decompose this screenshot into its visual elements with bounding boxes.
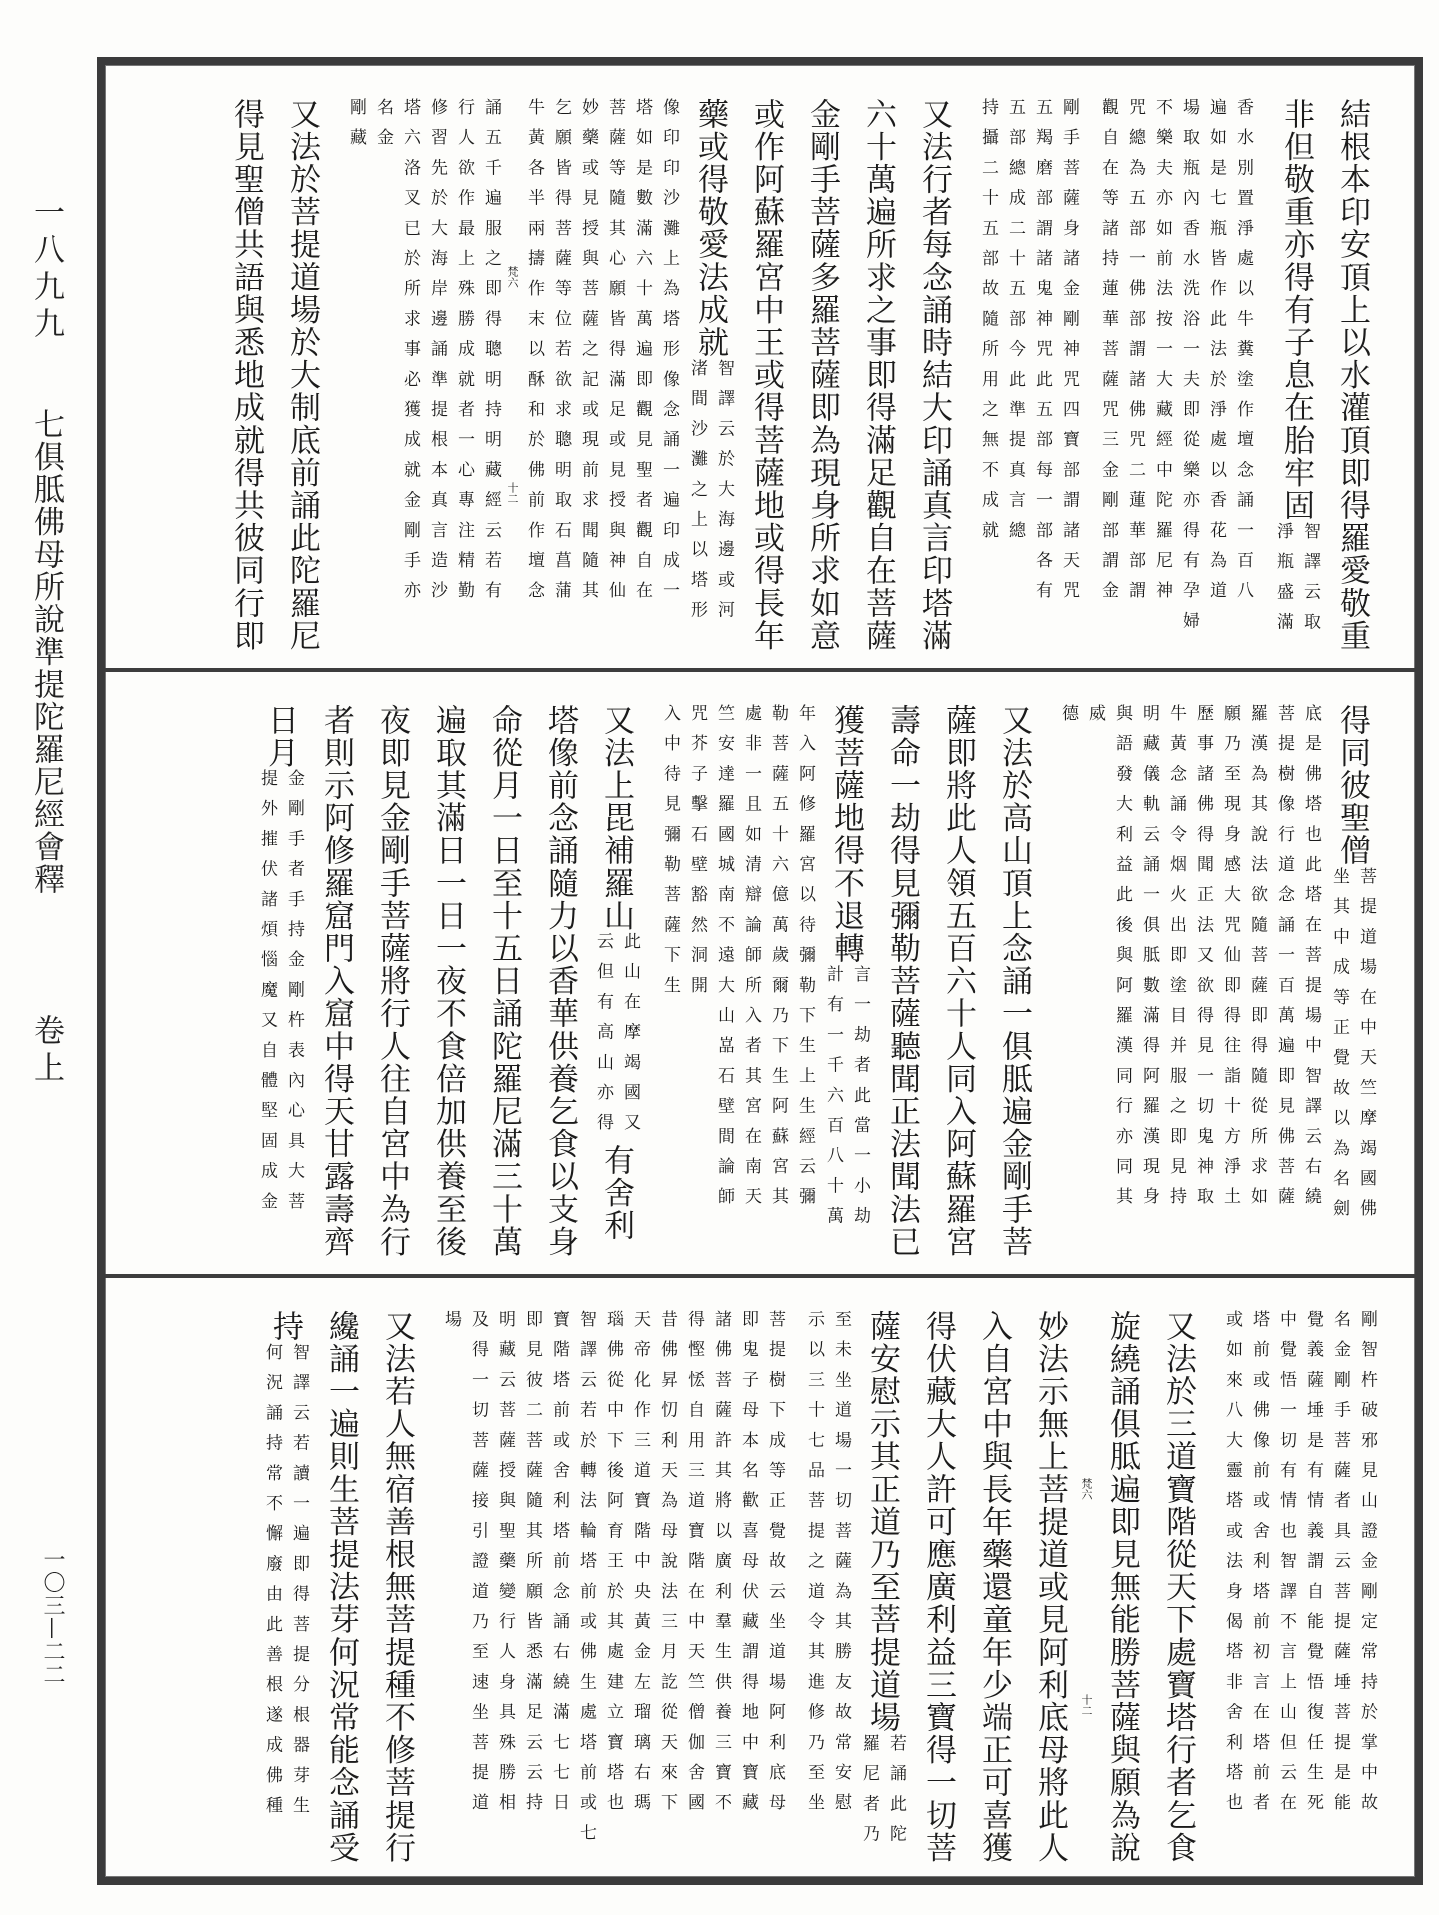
margin-sutra-title: 七俱胝佛母所說準提陀羅尼經會釋: [28, 408, 64, 896]
annotation-text: 剛手菩薩身諸金剛神咒四寶部謂諸天咒: [1059, 98, 1079, 612]
annotation-column: [655, 98, 682, 611]
annotation-text: 誦五千遍服之即得聰明持明藏經云若有: [481, 98, 501, 612]
annotation-column: [656, 704, 683, 1006]
main-text: 又法於高山頂上念誦一俱胝遍金剛手菩: [996, 704, 1032, 1259]
annotation-text: 剛藏: [346, 98, 366, 159]
annotation-column: [1189, 704, 1216, 1217]
interlinear-note: [1324, 867, 1380, 1229]
annotation-text: 諸佛菩薩許其將以廣利羣生供養三寶不: [711, 1310, 731, 1824]
annotation-text: 塔如是數滿六十萬遍即觀見聖者觀自在: [632, 98, 652, 612]
text-panel-bottom: [118, 1278, 1380, 1876]
text-column: [930, 704, 986, 1258]
annotation-column: [437, 1310, 464, 1340]
text-column: [588, 704, 644, 1241]
annotation-column: [1055, 98, 1082, 611]
annotation-text: 處非一且如清辯論師所入者其宮在南天: [741, 704, 761, 1218]
annotation-text: 五羯磨部謂諸鬼神咒此五部每一部各有: [1032, 98, 1052, 612]
main-text: 持: [267, 1310, 303, 1343]
text-panel-top: [118, 66, 1380, 668]
annotation-text: 不樂夫亦如前法按一大藏經中陀羅尼神: [1152, 98, 1172, 612]
main-text: 又法於三道寶階從天下處寶塔行者乞食: [1160, 1310, 1196, 1865]
main-text: 有舍利: [598, 1143, 634, 1242]
text-column: [1094, 1310, 1150, 1864]
annotation-column: [653, 1310, 680, 1823]
section-marker: 梵六: [1080, 1478, 1093, 1500]
annotation-text: 勒菩薩五十六億萬歲爾乃下生阿蘇宮其: [768, 704, 788, 1218]
main-text: 六十萬遍所求之事即得滿足觀自在菩薩: [860, 98, 896, 653]
annotation-text: 菩薩等隨其心願皆得滿足或見授與神仙: [605, 98, 625, 612]
note-text: 何況誦持常不懈廢由此善根遂成佛種: [262, 1342, 282, 1826]
text-column: [420, 704, 476, 1258]
annotation-text: 明藏云菩薩授與聖藥變行人身具殊勝相: [495, 1310, 515, 1824]
annotation-column: [1229, 98, 1256, 611]
annotation-text: 牛黃念誦令烟火出即塗目并服之即見持: [1166, 704, 1186, 1218]
main-text: 旋繞誦俱胝遍即見無能勝菩薩與願為說: [1104, 1310, 1140, 1865]
annotation-column: [1162, 704, 1189, 1217]
text-column: [874, 704, 930, 1258]
interlinear-note: [682, 359, 738, 631]
annotation-column: [1094, 98, 1121, 611]
annotation-column: [547, 98, 574, 611]
text-column: [1150, 1310, 1206, 1864]
column-strip: [218, 98, 1380, 652]
annotation-column: [1135, 704, 1162, 1217]
interlinear-note: [1268, 522, 1324, 643]
note-text: 智譯云若讀一遍即得菩提分根器芽生: [289, 1342, 309, 1826]
annotation-text: 德: [1058, 704, 1078, 735]
main-text: 纔誦一遍則生菩提法芽何況常能念誦受: [323, 1310, 359, 1865]
annotation-column: [707, 1310, 734, 1823]
note-text: 坐其中成等正覺故以為名劍: [1329, 867, 1349, 1230]
annotation-text: 名金: [373, 98, 393, 159]
note-text: 提外摧伏諸煩惱魔又自體堅固成金: [257, 769, 277, 1223]
main-text: 得同彼聖僧: [1334, 704, 1370, 867]
annotation-text: 明藏儀軌云誦一俱胝數滿得阿羅漢現身: [1139, 704, 1159, 1218]
text-column: [854, 1310, 910, 1855]
annotation-column: [1353, 1310, 1380, 1823]
annotation-text: 與語發大利益此後與阿羅漢同行亦同其: [1112, 704, 1132, 1218]
annotation-column: [342, 98, 369, 158]
main-text: 薩即將此人領五百六十人同入阿蘇羅宮: [940, 704, 976, 1259]
note-text: 計有一千六百八十萬: [823, 964, 843, 1237]
note-text: 淨瓶盛滿: [1273, 521, 1293, 643]
annotation-column: [791, 704, 818, 1217]
note-text: 羅尼者乃: [859, 1733, 879, 1855]
annotation-text: 昔佛昇忉利天為母說法三月訖從天來下: [657, 1310, 677, 1824]
main-text: 藥或得敬愛法成就: [692, 98, 728, 359]
main-text: 得見聖僧共語與悉地成就得共彼同行即: [228, 98, 264, 653]
annotation-text: 瑙佛從中下後阿育王於其處建立寶塔也: [603, 1310, 623, 1824]
annotation-column: [734, 1310, 761, 1823]
text-column: [313, 1310, 369, 1864]
text-column: [218, 98, 274, 652]
annotation-column: [574, 98, 601, 611]
annotation-text: 香水別置淨處以牛糞塗作壇念誦一百八: [1233, 98, 1253, 612]
main-text: 獲菩薩地得不退轉: [828, 704, 864, 965]
annotation-text: 觀自在等諸持蓮華菩薩咒三金剛部謂金: [1098, 98, 1118, 612]
text-column: [274, 98, 330, 652]
annotation-text: 或如來八大靈塔或法身偈塔非舍利塔也: [1222, 1310, 1242, 1824]
annotation-column: [477, 98, 504, 611]
annotation-text: 塔六洛叉已於所求事必獲成就金剛手亦: [400, 98, 420, 612]
text-column: [1324, 98, 1380, 652]
text-column: [794, 98, 850, 652]
annotation-text: 威: [1085, 704, 1105, 735]
annotation-column: [1326, 1310, 1353, 1823]
annotation-text: 遍如是七瓶皆作此法於淨處以香花為道: [1206, 98, 1226, 612]
note-text: 言一劫者此當一小劫: [850, 964, 870, 1237]
section-marker: 梵六: [506, 266, 519, 288]
text-column: [364, 704, 420, 1258]
annotation-column: [1299, 1310, 1326, 1823]
note-text: 此山在摩竭國又: [620, 932, 640, 1144]
annotation-text: 竺安達羅國城南不遠大山嵓石壁間論師: [714, 704, 734, 1218]
annotation-column: [1243, 704, 1270, 1217]
annotation-text: 智譯云若於轉法輪塔前或佛生處塔前或七: [576, 1310, 596, 1854]
annotation-column: [680, 1310, 707, 1823]
annotation-column: [626, 1310, 653, 1823]
annotation-column: [1028, 98, 1055, 611]
annotation-column: [396, 98, 423, 611]
annotation-column: [628, 98, 655, 611]
annotation-column: [737, 704, 764, 1217]
annotation-text: 歷事諸佛得聞正法又欲得見一切鬼神取: [1193, 704, 1213, 1218]
main-text: 又法於菩提道場於大制底前誦此陀羅尼: [284, 98, 320, 653]
annotation-column: [1148, 98, 1175, 611]
annotation-text: 塔前或佛像前或舍利塔前初言在塔前者: [1249, 1310, 1269, 1824]
annotation-text: 修習先於大海岸邊誦準提根本真言造沙: [427, 98, 447, 612]
annotation-column: [710, 704, 737, 1217]
main-text: 入自宮中與長年藥還童年少端正可喜獲: [976, 1310, 1012, 1865]
annotation-text: 中覺悟一切有情也智譯不言上山但云在: [1276, 1310, 1296, 1824]
main-text: 塔像前念誦隨力以香華供養乞食以支身: [542, 704, 578, 1259]
text-column: [818, 704, 874, 1237]
annotation-column: [1216, 704, 1243, 1217]
text-column: [369, 1310, 425, 1864]
main-text: 又法若人無宿善根無菩提種不修菩提行: [379, 1310, 415, 1865]
note-text: 若誦此陀: [886, 1733, 906, 1855]
annotation-text: 即鬼子母本名歡喜母伏藏謂得地中寶藏: [738, 1310, 758, 1824]
marker-column: [504, 98, 520, 638]
annotation-column: [974, 98, 1001, 551]
main-text: 壽命一劫得見彌勒菩薩聽聞正法聞法已: [884, 704, 920, 1259]
annotation-column: [1001, 98, 1028, 551]
annotation-text: 覺義薩埵是有情義謂自能覺悟復任生死: [1303, 1310, 1323, 1824]
annotation-text: 及得一切菩薩接引證道乃至速坐菩提道: [468, 1310, 488, 1824]
text-column: [476, 704, 532, 1258]
annotation-text: 菩提樹下成等正覺故云坐道場阿利底母: [765, 1310, 785, 1824]
main-text: 又法行者每念誦時結大印誦真言印塔滿: [916, 98, 952, 653]
annotation-column: [545, 1310, 572, 1823]
annotation-column: [1054, 704, 1081, 734]
annotation-text: 得慳恡自用三道寶階在中天竺僧伽舍國: [684, 1310, 704, 1824]
annotation-text: 牛黃各半兩擣作末以酥和於佛前作壇念: [524, 98, 544, 612]
text-column: [1022, 1310, 1078, 1864]
note-text: 菩提道場在中天竺摩竭國佛: [1356, 867, 1376, 1230]
text-column: [986, 704, 1042, 1258]
text-column: [1268, 98, 1324, 643]
margin-page-number: 一〇三—二二: [40, 1548, 65, 1686]
main-text: 者則示阿修羅窟門入窟中得天甘露壽齊: [318, 704, 354, 1259]
main-text: 或作阿蘇羅宮中王或得菩薩地或得長年: [748, 98, 784, 653]
margin-volume-number: 一八九九: [28, 196, 64, 344]
main-text: 命從月一日至十五日誦陀羅尼滿三十萬: [486, 704, 522, 1259]
annotation-column: [491, 1310, 518, 1823]
note-text: 金剛手者手持金剛杵表內心具大菩: [284, 769, 304, 1223]
interlinear-note: [252, 769, 308, 1222]
interlinear-note: [854, 1734, 910, 1855]
interlinear-note: [588, 932, 644, 1143]
note-text: 渚間沙灘之上以塔形: [687, 358, 707, 631]
annotation-text: 咒總為五部一佛部謂諸佛咒二蓮華部謂: [1125, 98, 1145, 612]
note-text: 智譯云於大海邊或河: [714, 358, 734, 631]
annotation-text: 年入阿修羅宮以待彌勒下生上生經云彌: [795, 704, 815, 1218]
marker-column: [1078, 1310, 1094, 1850]
annotation-text: 示以三十七品菩提之道令其進修乃至坐: [804, 1310, 824, 1824]
annotation-text: 乞願皆得菩薩等位若欲求聰明取石菖蒲: [551, 98, 571, 612]
annotation-text: 行人欲作最上殊勝成就者一心專注精勤: [454, 98, 474, 612]
annotation-column: [1272, 1310, 1299, 1823]
annotation-text: 持攝二十五部故隨所用之無不成就: [978, 98, 998, 551]
main-text: 結根本印安頂上以水灌頂即得羅愛敬重: [1334, 98, 1370, 653]
annotation-text: 菩提樹像行道念誦一百萬遍即見佛菩薩: [1274, 704, 1294, 1218]
annotation-column: [1108, 704, 1135, 1217]
text-column: [966, 1310, 1022, 1864]
annotation-column: [1218, 1310, 1245, 1823]
annotation-column: [464, 1310, 491, 1823]
text-column: [906, 98, 962, 652]
annotation-column: [450, 98, 477, 611]
annotation-text: 至未坐道場一切菩薩為其勝友故常安慰: [831, 1310, 851, 1824]
annotation-column: [572, 1310, 599, 1854]
main-text: 金剛手菩薩多羅菩薩即為現身所求如意: [804, 98, 840, 653]
annotation-column: [683, 704, 710, 1006]
margin-fascicle: 卷上: [28, 1014, 64, 1088]
interlinear-note: [818, 965, 874, 1237]
annotation-text: 底是佛塔也此塔在菩提場中智譯云右繞: [1301, 704, 1321, 1218]
text-column: [910, 1310, 966, 1864]
text-column: [257, 1310, 313, 1826]
note-text: 智譯云取: [1300, 521, 1320, 643]
annotation-text: 名金剛手菩薩者具云菩提薩埵菩提是能: [1330, 1310, 1350, 1824]
annotation-column: [1297, 704, 1324, 1217]
annotation-text: 願乃至現身感大咒仙即得往詣十方淨土: [1220, 704, 1240, 1218]
main-text: 非但敬重亦得有子息在胎牢固: [1278, 98, 1314, 522]
annotation-column: [1175, 98, 1202, 642]
annotation-column: [1081, 704, 1108, 734]
annotation-text: 五部總成二十五部今此準提真言總: [1005, 98, 1025, 551]
annotation-text: 剛智杵破邪見山證金剛定常持於掌中故: [1357, 1310, 1377, 1824]
annotation-column: [1121, 98, 1148, 611]
annotation-text: 咒芥子擊石壁豁然洞開: [687, 704, 707, 1006]
text-column: [252, 704, 308, 1222]
annotation-text: 羅漢為其說法欲隨菩薩即得隨從所求如: [1247, 704, 1267, 1218]
main-text: 薩安慰示其正道乃至菩提道場: [864, 1310, 900, 1734]
main-text: 又法上毘補羅山: [598, 704, 634, 933]
annotation-column: [423, 98, 450, 611]
annotation-column: [518, 1310, 545, 1823]
annotation-column: [827, 1310, 854, 1823]
annotation-column: [599, 1310, 626, 1823]
main-text: 日月: [262, 704, 298, 770]
annotation-text: 寶階塔前或舍利塔前念誦右繞滿七七日: [549, 1310, 569, 1824]
annotation-column: [761, 1310, 788, 1823]
main-text: 遍取其滿日一日一夜不食倍加供養至後: [430, 704, 466, 1259]
main-text: 得伏藏大人許可應廣利益三寶得一切菩: [920, 1310, 956, 1865]
annotation-column: [520, 98, 547, 611]
annotation-column: [764, 704, 791, 1217]
annotation-column: [1202, 98, 1229, 611]
annotation-text: 天帝化作三道寶階中央黃金左瑠璃右瑪: [630, 1310, 650, 1824]
annotation-text: 入中待見彌勒菩薩下生: [660, 704, 680, 1006]
text-column: [682, 98, 738, 631]
annotation-text: 場: [441, 1310, 461, 1341]
annotation-text: 像印印沙灘上為塔形像念誦一遍印成一: [659, 98, 679, 612]
annotation-column: [1270, 704, 1297, 1217]
main-text: 夜即見金剛手菩薩將行人往自宮中為行: [374, 704, 410, 1259]
note-text: 云但有高山亦得: [593, 932, 613, 1144]
section-marker: 十二: [506, 482, 519, 504]
text-column: [738, 98, 794, 652]
text-column: [850, 98, 906, 652]
annotation-column: [800, 1310, 827, 1823]
annotation-column: [1245, 1310, 1272, 1823]
main-text: 妙法示無上菩提道或見阿利底母將此人: [1032, 1310, 1068, 1865]
annotation-text: 場取瓶內香水洗浴一夫即從樂亦得有孕婦: [1179, 98, 1199, 642]
text-column: [1324, 704, 1380, 1229]
annotation-text: 妙藥或見授與菩薩之記或現前求聞隨其: [578, 98, 598, 612]
text-panel-middle: [118, 672, 1380, 1274]
annotation-column: [369, 98, 396, 158]
section-marker: 十二: [1080, 1694, 1093, 1716]
annotation-column: [601, 98, 628, 611]
text-column: [532, 704, 588, 1258]
interlinear-note: [257, 1343, 313, 1826]
text-column: [308, 704, 364, 1258]
annotation-text: 即見彼二菩薩隨其所願皆悉滿足云云持: [522, 1310, 542, 1824]
column-strip: [257, 1310, 1380, 1864]
column-strip: [252, 704, 1380, 1258]
